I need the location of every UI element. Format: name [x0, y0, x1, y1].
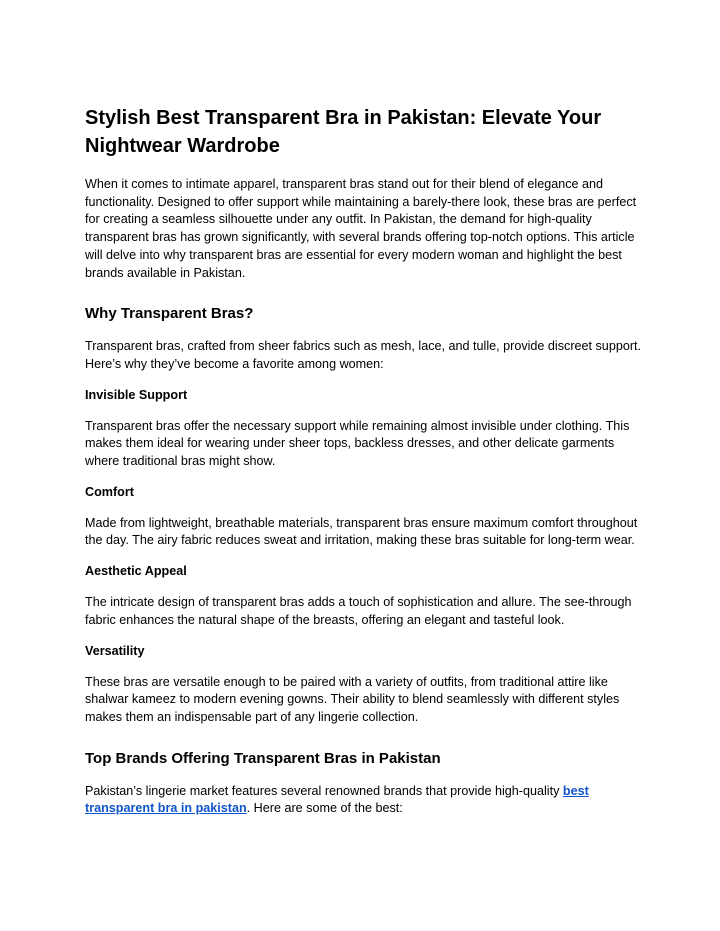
- paragraph-versatility: These bras are versatile enough to be paired with a variety of outfits, from traditional attire like shalwar kameez to modern evening gowns. Their ability to blend seamlessly with different styles makes them an indispensable part of any lingerie collection.: [85, 674, 620, 724]
- brands-text-before: Pakistan’s lingerie market features several renowned brands that provide high-quality: [85, 783, 563, 798]
- section-heading-brands: Top Brands Offering Transparent Bras in Pakistan: [85, 749, 441, 767]
- paragraph-invisible-support: Transparent bras offer the necessary support while remaining almost invisible under clothing. This makes them ideal for wearing under sheer tops, backless dresses, and other delicate garments where traditional bras might show.: [85, 418, 630, 469]
- best-transparent-bra-link[interactable]: best transparent bra in pakistan: [85, 783, 589, 816]
- paragraph-comfort: Made from lightweight, breathable materials, transparent bras ensure maximum comfort throughout the day. The airy fabric reduces sweat and irritation, making these bras suitable for long-term wear.: [85, 515, 638, 548]
- subheading-comfort: Comfort: [85, 484, 134, 499]
- document-page: [85, 104, 645, 818]
- subheading-versatility: Versatility: [85, 643, 145, 658]
- subheading-invisible-support: Invisible Support: [85, 387, 188, 402]
- brands-paragraph: [85, 783, 645, 818]
- paragraph-aesthetic-appeal: The intricate design of transparent bras adds a touch of sophistication and allure. The see-through fabric enhances the natural shape of the breasts, offering an elegant and tasteful look.: [85, 595, 632, 627]
- brands-text-after: . Here are some of the best:: [246, 801, 403, 816]
- intro-paragraph: When it comes to intimate apparel, transparent bras stand out for their blend of elegance and functionality. Designed to offer support while maintaining a barely-there look, these bras are perfect for creating a seamless silhouette under any outfit. In Pakistan, the demand for high-quality transparent bras has grown significantly, with several brands offering top-notch options. This article will delve into why transparent bras are essential for every modern woman and highlight the best brands available in Pakistan.: [85, 177, 637, 280]
- why-intro-paragraph: Transparent bras, crafted from sheer fabrics such as mesh, lace, and tulle, provide discreet support. Here’s why they’ve become a favorite among women:: [85, 339, 642, 371]
- subheading-aesthetic-appeal: Aesthetic Appeal: [85, 564, 187, 579]
- page-title: Stylish Best Transparent Bra in Pakistan: Elevate Your Nightwear Wardrobe: [85, 107, 602, 157]
- section-heading-why: Why Transparent Bras?: [85, 305, 254, 323]
